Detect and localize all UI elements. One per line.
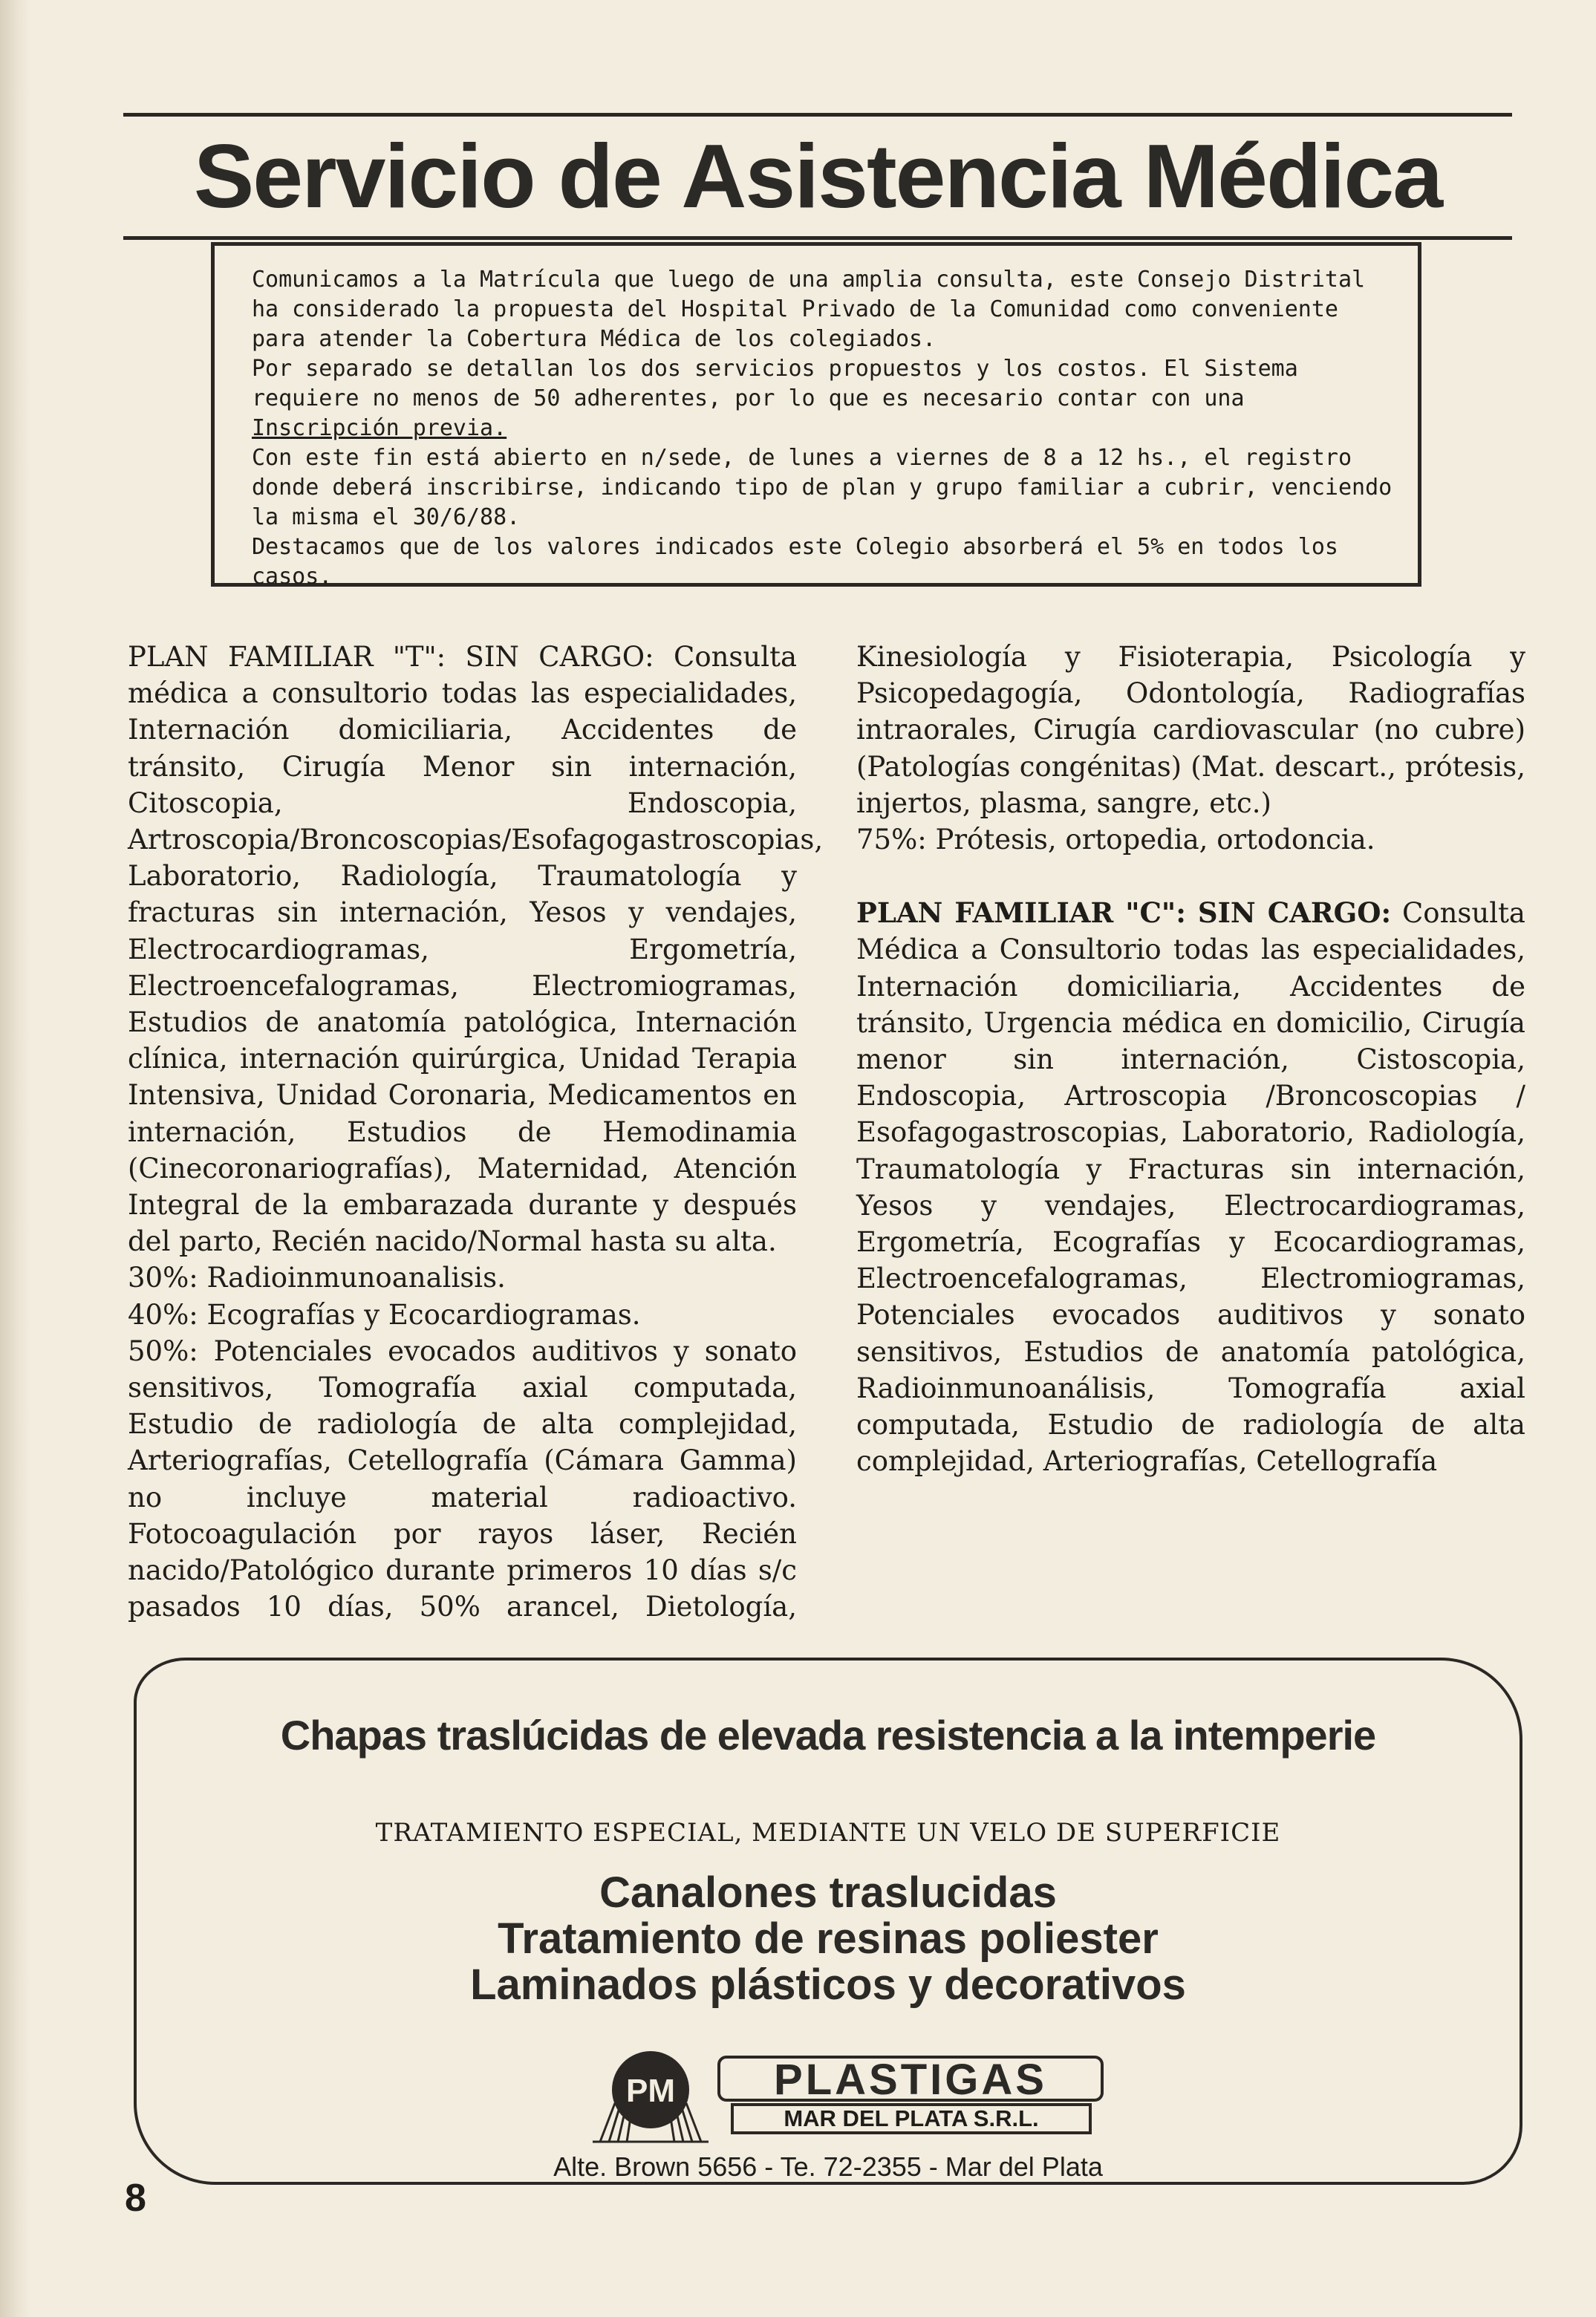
ad-line-2: Tratamiento de resinas poliester xyxy=(498,1914,1159,1963)
section-gap xyxy=(856,858,1525,895)
inscription-note: Inscripción previa. xyxy=(252,415,507,441)
page-number: 8 xyxy=(125,2177,146,2220)
ad-subhead: TRATAMIENTO ESPECIAL, MEDIANTE UN VELO DE SUPERFICIE xyxy=(375,1818,1281,1848)
plan-t-75: 75%: Prótesis, ortopedia, ortodoncia. xyxy=(856,824,1375,856)
plan-t-intro xyxy=(128,639,824,1259)
plastigas-logo xyxy=(585,2047,1105,2145)
ad-product-lines xyxy=(137,1870,1520,2008)
header-banner xyxy=(123,113,1512,242)
plan-c-body: Consulta Médica a Consultorio todas las especialidades, Internación domiciliaria, Accidentes de tránsito, Urgencia médica en domicilio, Cirugía menor sin internación, Cistoscopia, Endoscopia, Artroscopia /Broncoscopias / Esofagogastroscopias, Laboratorio, Radiología, Traumatología y Fracturas sin internación, Yesos y vendajes, Electrocardiogramas, Ergometría, Ecografías y Ecocardiogramas, Electroencefalogramas, Electromiogramas, Potenciales evocados auditivos y sonato sensitivos, Estudios de anatomía patológica, Radioinmunoanálisis, Tomografía axial computada, Estudio de radiología de alta complejidad, Arteriografías, Cetellografía xyxy=(856,897,1525,1478)
notice-box xyxy=(211,242,1421,590)
plan-t-column xyxy=(128,639,1525,1634)
ad-line-1: Canalones traslucidas xyxy=(599,1870,1057,1917)
notice-paragraph-3: Con este fin está abierto en n/sede, de lunes a viernes de 8 a 12 hs., el registro donde deberá inscribirse, indicando tipo de plan y grupo familiar a cubrir, venciendo la misma el 30/6/88. xyxy=(252,445,1393,530)
notice-paragraph-1: Comunicamos a la Matrícula que luego de una amplia consulta, este Consejo Distrital ha considerado la propuesta del Hospital Privado de la Comunidad como conveniente para atender la Cobertura Médica de los colegiados. xyxy=(252,267,1366,352)
ad-headline: Chapas traslúcidas de elevada resistencia a la intemperie xyxy=(280,1712,1376,1759)
plan-t-50: 50%: Potenciales evocados auditivos y sonato sensitivos, Tomografía axial computada, Estudio de radiología de alta complejidad, Arteriografías, Cetellografía (Cámara Gamma) no incluye material radioactivo. Fotocoagulación por rayos láser, Recién nacido/Patológico durante primeros 10 días s/c pasados 10 días, 50% arancel, Dietología, Kinesiología y Fisioterapia, Psicología y Psicopedagogía, Odontología, Radiografías intraorales, Cirugía cardiovascular (no cubre) (Patologías congénitas) (Mat. descart., prótesis, injertos, plasma, sangre, etc.) xyxy=(128,641,1525,1623)
notice-paragraph-4: Destacamos que de los valores indicados este Colegio absorberá el 5% en todos los casos. xyxy=(252,534,1338,590)
logo-emblem-icon xyxy=(585,2047,716,2145)
plan-c-heading: PLAN FAMILIAR "C": SIN CARGO: xyxy=(856,896,1392,930)
plan-t-30: 30%: Radioinmunoanalisis. xyxy=(128,1262,506,1294)
brand-name: PLASTIGAS xyxy=(717,2056,1104,2102)
page-edge xyxy=(0,0,31,2317)
rule-top xyxy=(123,113,1512,117)
rule-bottom xyxy=(123,236,1512,240)
plan-t-heading: PLAN FAMILIAR "T": SIN CARGO: xyxy=(128,641,654,673)
advertisement xyxy=(134,1658,1522,2185)
ad-address: Alte. Brown 5656 - Te. 72-2355 - Mar del Plata xyxy=(553,2152,1103,2182)
brand-tag: MAR DEL PLATA S.R.L. xyxy=(731,2103,1092,2134)
ad-line-3: Laminados plásticos y decorativos xyxy=(470,1961,1186,2008)
notice-paragraph-2-text: Por separado se detallan los dos servicios propuestos y los costos. El Sistema requiere no menos de 50 adherentes, por lo que es necesario contar con una xyxy=(252,356,1298,411)
plan-c-intro xyxy=(856,895,1525,1479)
logo-wordmark xyxy=(717,2056,1104,2137)
page-title: Servicio de Asistencia Médica xyxy=(193,126,1442,227)
plan-t-40: 40%: Ecografías y Ecocardiogramas. xyxy=(128,1298,641,1331)
plan-t-body: Consulta médica a consultorio todas las especialidades, Internación domiciliaria, Accidentes de tránsito, Cirugía Menor sin internación, Citoscopia, Endoscopia, Artroscopia/Broncoscopias/Esofagogastroscopias, Laboratorio, Radiología, Traumatología y fracturas sin internación, Yesos y vendajes, Electrocardiogramas, Ergometría, Electroencefalogramas, Electromiogramas, Estudios de anatomía patológica, Internación clínica, internación quirúrgica, Unidad Terapia Intensiva, Unidad Coronaria, Medicamentos en internación, Estudios de Hemodinamia (Cinecoronariografías), Maternidad, Atención Integral de la embarazada durante y después del parto, Recién nacido/Normal hasta su alta. xyxy=(128,641,824,1258)
notice-paragraph-2 xyxy=(252,354,1393,443)
logo-letters: PM xyxy=(626,2073,675,2109)
